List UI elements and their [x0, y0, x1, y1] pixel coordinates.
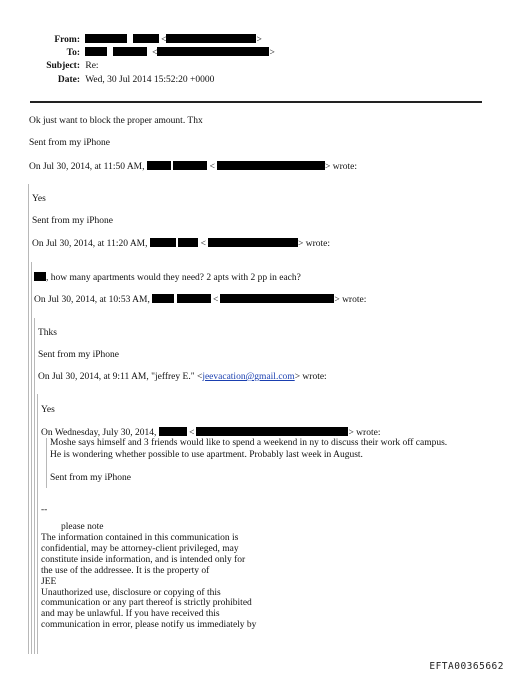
header-to — [28, 47, 275, 59]
document-id: EFTA00365662 — [429, 660, 504, 672]
message-body: Yes — [32, 194, 46, 204]
message-body: Ok just want to block the proper amount. Thx — [29, 116, 203, 126]
date-label: Date: — [57, 75, 80, 85]
date-value: Wed, 30 Jul 2014 15:52:20 +0000 — [85, 75, 215, 85]
redaction — [166, 34, 256, 43]
signature-dashes: -- — [41, 505, 48, 515]
quote-bar — [46, 438, 47, 488]
angle-open: < — [209, 162, 215, 172]
quote-header: On Jul 30, 2014, at 11:20 AM, < > wrote: — [32, 239, 330, 249]
angle-open: < — [189, 428, 195, 438]
redaction — [113, 47, 147, 56]
quote-bar — [31, 262, 32, 654]
wrote-text: > wrote: — [348, 428, 381, 438]
disclaimer-line: communication or any part thereof is strictly prohibited — [41, 598, 252, 609]
disclaimer-line: confidential, may be attorney-client privileged, may — [41, 543, 239, 554]
header-divider — [30, 101, 482, 103]
header-date — [28, 75, 214, 86]
angle-open: < — [161, 35, 167, 45]
angle-open: < — [212, 295, 219, 305]
message-body: Moshe says himself and 3 friends would like to spend a weekend in ny to discuss their work off campus. — [50, 438, 448, 448]
message-body: Thks — [38, 328, 57, 338]
redaction — [208, 238, 298, 247]
message-body: Yes — [41, 405, 55, 415]
redaction — [178, 238, 198, 247]
quote-header: On Jul 30, 2014, at 10:53 AM, < > wrote: — [34, 295, 367, 305]
subject-value: Re: — [85, 61, 99, 71]
redaction — [150, 238, 176, 247]
disclaimer-line: the use of the addressee. It is the property of — [41, 565, 210, 576]
redaction — [157, 47, 269, 56]
redaction — [85, 34, 127, 43]
quote-header: On Jul 30, 2014, at 11:50 AM, < > wrote: — [29, 162, 357, 172]
sender-email-link[interactable]: jeevacation@gmail.com — [202, 372, 295, 382]
wrote-text: > wrote: — [297, 239, 330, 249]
header-from — [28, 34, 262, 46]
quote-header: On Wednesday, July 30, 2014, < > wrote: — [41, 428, 381, 438]
disclaimer-line: constitute inside information, and is intended only for — [41, 554, 246, 565]
disclaimer — [41, 522, 301, 631]
quote-bar — [37, 394, 38, 654]
redaction — [147, 161, 171, 170]
quote-bar — [34, 318, 35, 654]
signature: Sent from my iPhone — [29, 138, 111, 148]
signature: Sent from my iPhone — [38, 350, 120, 360]
disclaimer-line: Unauthorized use, disclosure or copying of this — [41, 587, 221, 598]
redaction — [196, 427, 348, 436]
redaction — [173, 161, 207, 170]
redaction — [220, 294, 334, 303]
redaction — [217, 161, 325, 170]
quote-header: On Jul 30, 2014, at 9:11 AM, "jeffrey E." <jeevacation@gmail.com> wrote: — [38, 372, 327, 382]
signature: Sent from my iPhone — [50, 473, 132, 483]
redaction — [159, 427, 187, 436]
to-label: To: — [66, 48, 80, 58]
disclaimer-line: JEE — [41, 576, 57, 587]
subject-label: Subject: — [46, 61, 80, 71]
disclaimer-line: communication in error, please notify us immediately by — [41, 620, 257, 631]
angle-close: > — [269, 48, 275, 58]
wrote-text: > wrote: — [334, 295, 367, 305]
angle-close: > — [256, 35, 262, 45]
angle-open: < — [200, 239, 206, 249]
quote-bar — [28, 184, 29, 654]
redaction — [85, 47, 107, 56]
disclaimer-line: and may be unlawful. If you have received this — [41, 609, 220, 620]
message-body: He is wondering whether possible to use apartment. Probably last week in August. — [50, 450, 363, 460]
redaction — [177, 294, 211, 303]
wrote-text: > wrote: — [324, 162, 357, 172]
redaction — [34, 272, 46, 281]
disclaimer-line: please note — [61, 522, 104, 532]
disclaimer-line: The information contained in this communication is — [41, 532, 239, 543]
redaction — [133, 34, 159, 43]
redaction — [152, 294, 174, 303]
header-subject — [28, 61, 99, 72]
angle-open: < — [152, 48, 158, 58]
signature: Sent from my iPhone — [32, 216, 114, 226]
message-body: , how many apartments would they need? 2 apts with 2 pp in each? — [34, 272, 301, 284]
from-label: From: — [54, 35, 80, 45]
